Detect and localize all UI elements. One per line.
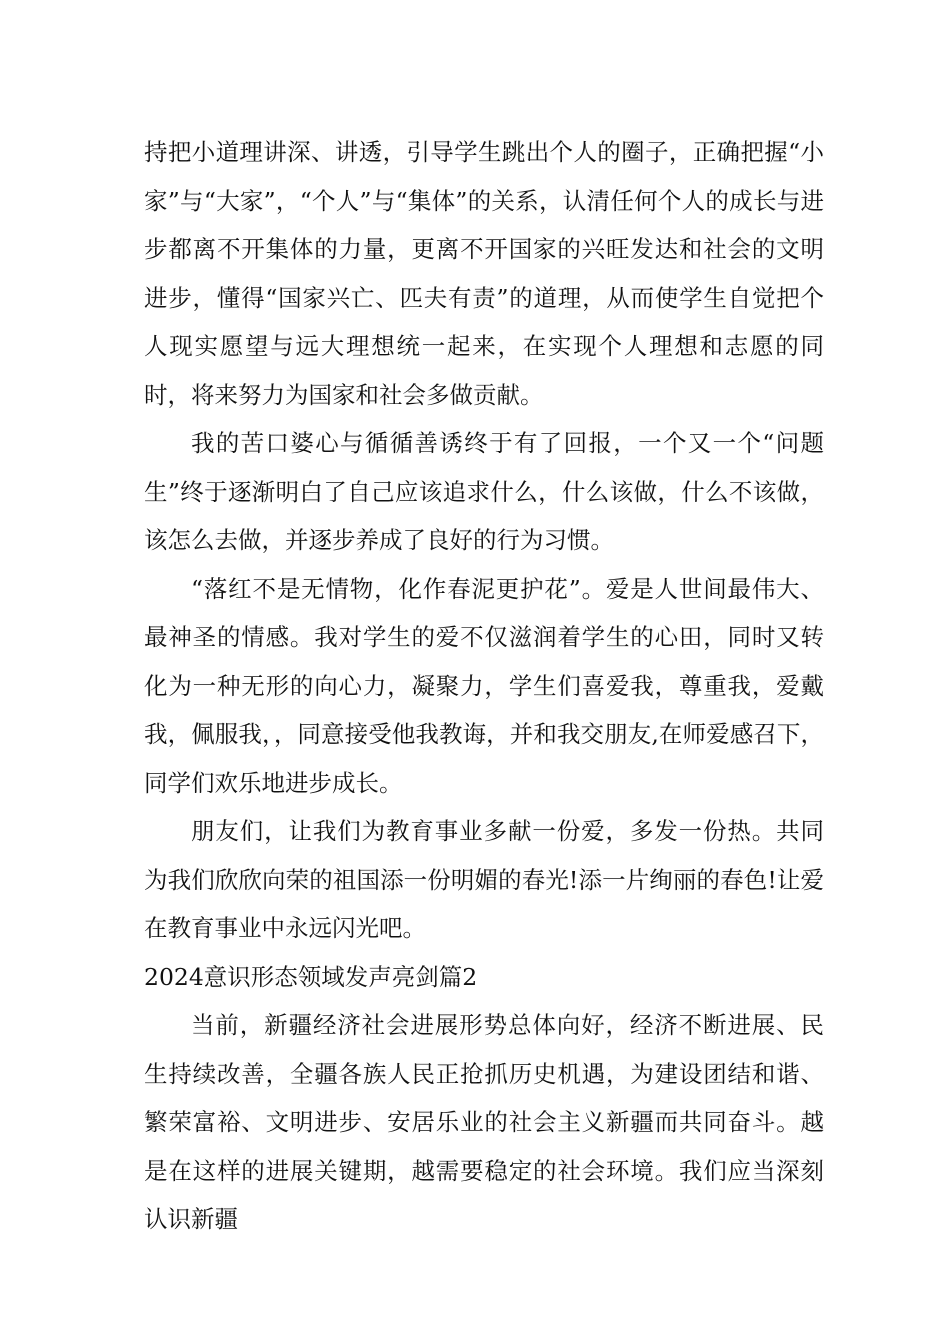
paragraph-teacher-love: “落红不是无情物，化作春泥更护花”。爱是人世间最伟大、最神圣的情感。我对学生的爱不仅滋润着学生的心田，同时又转化为一种无形的向心力，凝聚力，学生们喜爱我，尊重我，爱戴我，佩服我，，同意接受他我教诲，并和我交朋友,在师爱感召下，同学们欢乐地进步成长。 [144, 574, 824, 797]
paragraph-closing-appeal: 朋友们，让我们为教育事业多献一份爱，多发一份热。共同为我们欣欣向荣的祖国添一份明媚的春光!添一片绚丽的春色!让爱在教育事业中永远闪光吧。 [144, 817, 824, 942]
document-body [144, 128, 824, 1244]
paragraph-continuation: 持把小道理讲深、讲透，引导学生跳出个人的圈子，正确把握“小家”与“大家”，“个人”与“集体”的关系，认清任何个人的成长与进步都离不开集体的力量，更离不开国家的兴旺发达和社会的文明进步，懂得“国家兴亡、匹夫有责”的道理，从而使学生自觉把个人现实愿望与远大理想统一起来，在实现个人理想和志愿的同时，将来努力为国家和社会多做贡献。 [144, 138, 824, 409]
section-heading: 2024意识形态领域发声亮剑篇2 [144, 962, 478, 991]
paragraph-problem-students: 我的苦口婆心与循循善诱终于有了回报，一个又一个“问题生”终于逐渐明白了自己应该追求什么，什么该做，什么不该做，该怎么去做，并逐步养成了良好的行为习惯。 [144, 429, 824, 554]
paragraph-xinjiang-intro: 当前，新疆经济社会进展形势总体向好，经济不断进展、民生持续改善，全疆各族人民正抢抓历史机遇，为建设团结和谐、繁荣富裕、文明进步、安居乐业的社会主义新疆而共同奋斗。越是在这样的进展关键期，越需要稳定的社会环境。我们应当深刻认识新疆 [144, 1011, 824, 1233]
